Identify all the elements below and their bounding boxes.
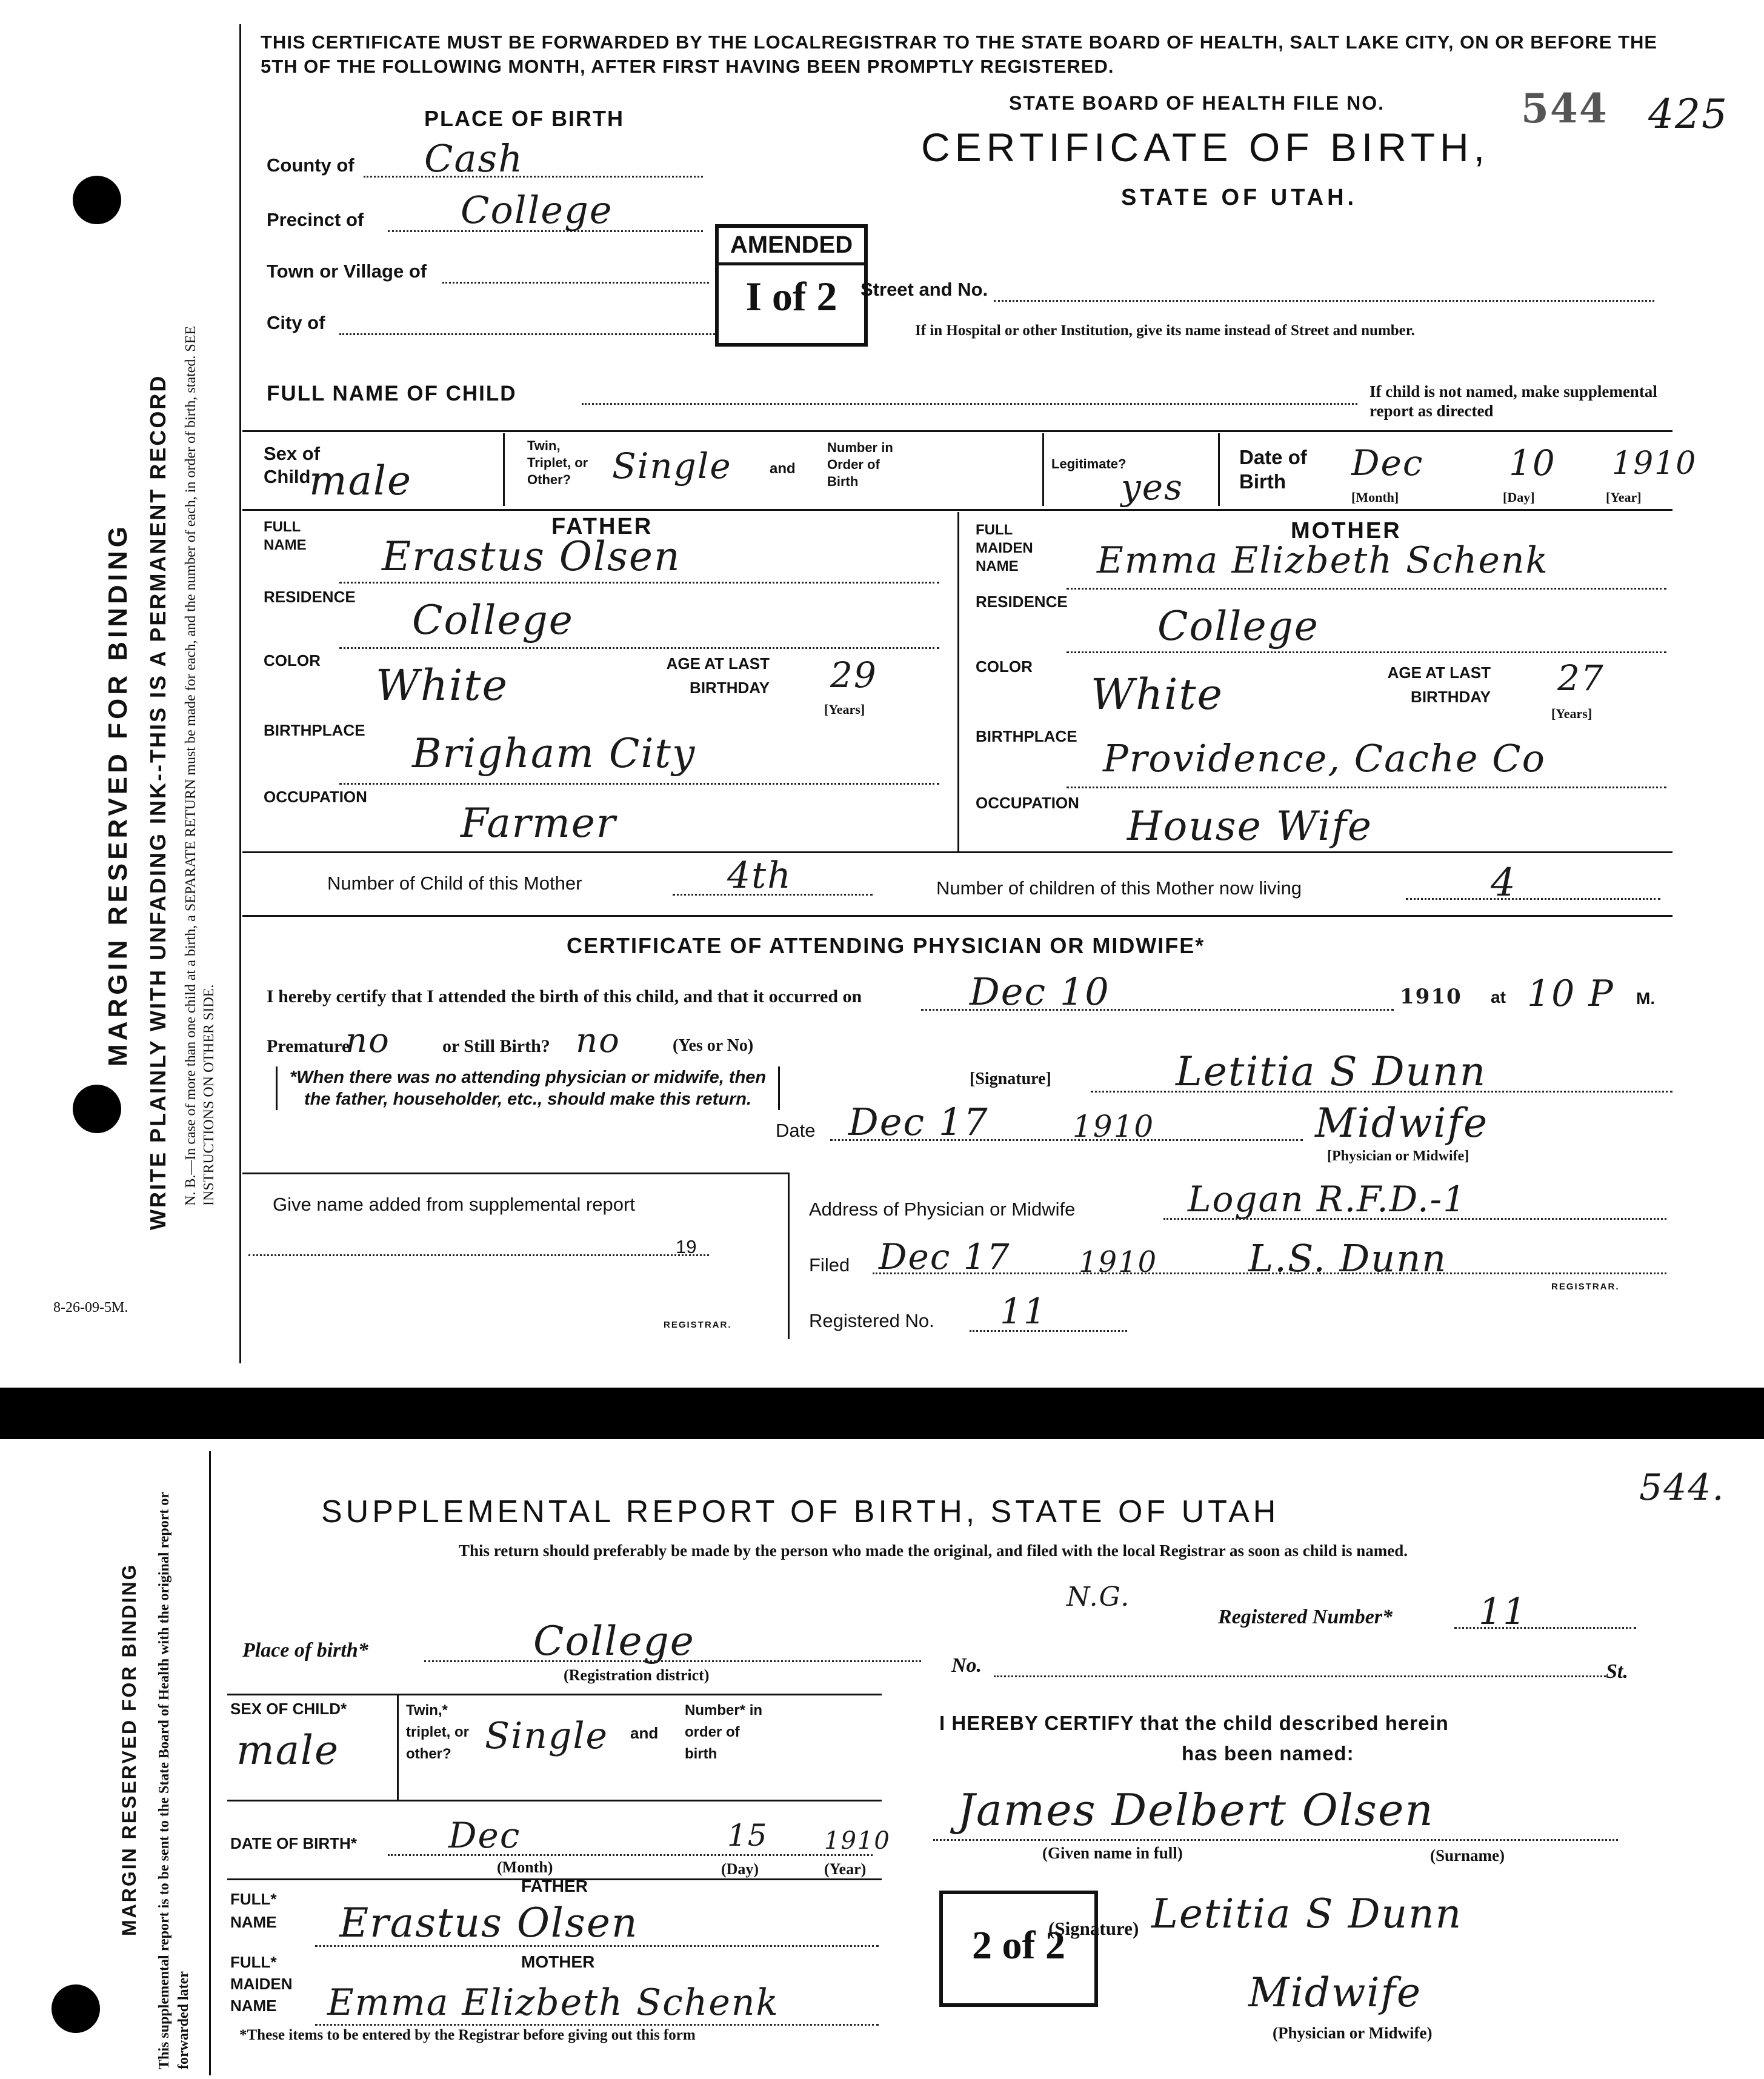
legit-value: yes — [1121, 467, 1183, 508]
mother-color-label: COLOR — [976, 657, 1033, 676]
date-of-birth-day: 15 — [727, 1818, 768, 1853]
corner-number: 425 — [1648, 91, 1728, 138]
at-label: at — [1491, 988, 1506, 1006]
father-birthplace-label: BIRTHPLACE — [264, 721, 365, 739]
binding-hole-bottom — [73, 1085, 121, 1133]
midwife-note: *When there was no attending physician or midwife, then the father, householder, etc., should make this return. — [276, 1066, 780, 1110]
filed-value: Dec 17 — [879, 1236, 1011, 1277]
city-label: City of — [267, 312, 325, 333]
margin-divider — [239, 24, 241, 1363]
physician-or-midwife-label: [Physician or Midwife] — [1327, 1148, 1469, 1164]
father-occupation-label: OCCUPATION — [264, 788, 367, 806]
registration-district-label: (Registration district) — [564, 1666, 710, 1684]
sex-of-child-label: SEX OF CHILD* — [230, 1700, 347, 1718]
living-label: Number of children of this Mother now living — [936, 877, 1302, 899]
physician-heading: CERTIFICATE OF ATTENDING PHYSICIAN OR MIDWIFE* — [567, 933, 1205, 958]
mother-name: Emma Elizbeth Schenk — [1097, 539, 1549, 582]
registered-number-label: Registered Number* — [1218, 1606, 1393, 1628]
yes-no-label: (Yes or No) — [673, 1036, 754, 1055]
mother-heading: MOTHER — [521, 1952, 595, 1971]
mother-occupation: House Wife — [1127, 803, 1373, 850]
twin-and-label: and — [630, 1724, 659, 1742]
registrar-label: REGISTRAR. — [1551, 1282, 1620, 1292]
supplemental-margin-note: This supplemental report is to be sent to the State Board of Health with the original report or forwarded later — [156, 1492, 191, 2069]
amended-stamp — [715, 224, 868, 347]
part-stamp — [939, 1891, 1098, 2007]
date-of-birth-label: DATE OF BIRTH* — [230, 1834, 357, 1852]
binding-hole-top — [73, 176, 121, 224]
filed-year: 1910 — [1079, 1245, 1158, 1279]
certificate-title: CERTIFICATE OF BIRTH, — [921, 125, 1490, 170]
father-name-label: FULL NAME — [264, 519, 307, 553]
dob-day-label: (Day) — [721, 1860, 759, 1878]
supplemental-report-sheet — [0, 1439, 1764, 2079]
file-no-value: 544 — [1521, 85, 1608, 132]
supplemental-number: 544. — [1639, 1466, 1725, 1509]
dob-day-label: [Day] — [1503, 490, 1535, 505]
place-of-birth-label: Place of birth* — [242, 1639, 368, 1662]
premature-value: no — [345, 1021, 390, 1060]
mother-residence: College — [1157, 603, 1319, 650]
supplemental-title: SUPPLEMENTAL REPORT OF BIRTH, STATE OF UTAH — [321, 1494, 1280, 1529]
father-years-label: [Years] — [824, 702, 865, 717]
registered-number-value: 11 — [1479, 1591, 1528, 1633]
sex-label: Sex of Child — [264, 443, 321, 487]
form-code: 8-26-09-5M. — [53, 1300, 128, 1316]
margin-binding-label: MARGIN RESERVED FOR BINDING — [103, 522, 133, 1066]
amended-part: I of 2 — [745, 273, 837, 319]
title-value: Midwife — [1248, 1969, 1422, 2016]
date-of-birth-month: Dec — [448, 1815, 521, 1856]
signature-value: Letitia S Dunn — [1151, 1891, 1463, 1937]
precinct-value: College — [461, 188, 613, 232]
twin-value: Single — [612, 445, 732, 487]
title-value: Midwife — [1315, 1100, 1489, 1146]
father-name: Erastus Olsen — [382, 533, 681, 580]
st-label: St. — [1606, 1660, 1628, 1683]
certify-line-1: I HEREBY CERTIFY that the child described herein — [939, 1712, 1449, 1734]
date-year: 1910 — [1073, 1109, 1155, 1144]
physician-or-midwife-label: (Physician or Midwife) — [1273, 2024, 1433, 2042]
mother-value: Emma Elizbeth Schenk — [327, 1981, 779, 2024]
father-occupation: Farmer — [461, 800, 617, 847]
dob-year-label: (Year) — [824, 1860, 867, 1878]
still-label: or Still Birth? — [442, 1036, 550, 1056]
father-residence: College — [412, 597, 574, 644]
margin-ink-label: WRITE PLAINLY WITH UNFADING INK--THIS IS A PERMANENT RECORD — [145, 374, 170, 1230]
street-label: Street and No. — [860, 279, 988, 300]
registered-no-label: Registered No. — [809, 1310, 934, 1331]
date-label: Date — [776, 1120, 816, 1141]
county-value: Cash — [424, 136, 524, 181]
father-color-label: COLOR — [264, 651, 321, 670]
town-label: Town or Village of — [267, 261, 427, 282]
supplemental-margin-label: MARGIN RESERVED FOR BINDING — [118, 1563, 140, 1936]
county-label: County of — [267, 155, 354, 176]
father-birthplace: Brigham City — [412, 730, 696, 777]
still-value: no — [576, 1021, 621, 1060]
certify-year: 1910 — [1400, 985, 1462, 1009]
mother-heading: MOTHER — [1291, 518, 1402, 544]
precinct-label: Precinct of — [267, 209, 364, 230]
binding-hole-supplemental — [52, 1984, 100, 2033]
m-label: M. — [1636, 989, 1656, 1008]
place-of-birth-heading: PLACE OF BIRTH — [424, 106, 624, 131]
signature-label: [Signature] — [970, 1069, 1051, 1088]
twin-value: Single — [485, 1715, 609, 1757]
certify-time: 10 P — [1527, 973, 1614, 1015]
mother-years-label: [Years] — [1551, 706, 1593, 721]
full-name-label: FULL NAME OF CHILD — [267, 382, 517, 405]
place-of-birth-value: College — [533, 1618, 695, 1665]
dob-month-label: [Month] — [1351, 490, 1399, 505]
father-heading: FATHER — [521, 1877, 588, 1895]
mother-age: 27 — [1557, 657, 1605, 699]
given-name-label: (Given name in full) — [1042, 1844, 1183, 1862]
legit-label: Legitimate? — [1051, 456, 1127, 471]
mother-name-label: FULL MAIDEN NAME — [976, 522, 1033, 574]
supplemental-box-label: Give name added from supplemental report — [273, 1194, 635, 1215]
mother-label: FULL* MAIDEN NAME — [230, 1953, 293, 2015]
filed-label: Filed — [809, 1254, 850, 1276]
mother-residence-label: RESIDENCE — [976, 593, 1068, 611]
father-age: 29 — [830, 654, 877, 696]
living-value: 4 — [1491, 860, 1517, 905]
supplemental-year: 19 — [676, 1236, 697, 1257]
father-color: White — [376, 660, 508, 710]
father-heading: FATHER — [551, 514, 653, 539]
mother-occupation-label: OCCUPATION — [976, 794, 1079, 812]
amended-label: AMENDED — [719, 228, 864, 265]
and-label: and — [770, 461, 796, 477]
child-number: 4th — [727, 854, 792, 897]
mother-age-label: AGE AT LAST BIRTHDAY — [1387, 664, 1491, 706]
surname-label: (Surname) — [1430, 1846, 1505, 1864]
signature-label: (Signature) — [1048, 1918, 1139, 1939]
dob-label: Date of Birth — [1239, 446, 1307, 493]
registrar-signature: L.S. Dunn — [1248, 1236, 1448, 1280]
certify-line-2: has been named: — [1182, 1742, 1354, 1765]
margin-nb-note: N. B.—In case of more than one child at a birth, a SEPARATE RETURN must be made for each, and the number of each, in order of birth, stated. SEE INSTRUCTIONS ON OTHER SIDE. — [183, 325, 217, 1206]
father-value: Erastus Olsen — [339, 1900, 639, 1946]
part-stamp-label: 2 of 2 — [972, 1923, 1065, 1968]
dob-year-label: [Year] — [1606, 490, 1642, 505]
hospital-note: If in Hospital or other Institution, give its name instead of Street and number. — [915, 322, 1415, 339]
certify-text: I hereby certify that I attended the birth of this child, and that it occurred on — [267, 986, 862, 1006]
father-age-label: AGE AT LAST BIRTHDAY — [666, 654, 770, 697]
mother-birthplace: Providence, Cache Co — [1103, 736, 1546, 780]
father-residence-label: RESIDENCE — [264, 588, 356, 606]
signature-value: Letitia S Dunn — [1176, 1048, 1487, 1095]
ng-mark: N.G. — [1067, 1582, 1131, 1612]
mother-birthplace-label: BIRTHPLACE — [976, 727, 1077, 745]
address-value: Logan R.F.D.-1 — [1188, 1179, 1467, 1220]
certify-date: Dec 10 — [970, 970, 1110, 1014]
premature-label: Premature — [267, 1036, 350, 1056]
footnote: *These items to be entered by the Registrar before giving out this form — [239, 2027, 696, 2043]
dob-day: 10 — [1509, 442, 1556, 484]
address-label: Address of Physician or Midwife — [809, 1199, 1076, 1220]
child-given-name: James Delbert Olsen — [957, 1785, 1434, 1835]
box-registrar-label: REGISTRAR. — [664, 1320, 732, 1330]
sex-of-child-value: male — [236, 1727, 340, 1774]
registered-no-value: 11 — [1000, 1291, 1047, 1332]
mother-color: White — [1091, 670, 1223, 719]
state-label: STATE OF UTAH. — [1121, 185, 1358, 210]
twin-label: Twin, Triplet, or Other? — [527, 438, 588, 487]
father-label: FULL* NAME — [230, 1890, 277, 1931]
twin-label: Twin,* triplet, or other? — [406, 1702, 470, 1762]
order-of-birth-label: Number* in order of birth — [685, 1702, 763, 1762]
forwarding-instructions: THIS CERTIFICATE MUST BE FORWARDED BY THE LOCALREGISTRAR TO THE STATE BOARD OF HEALTH, SALT LAKE CITY, ON OR BEFORE THE 5TH OF THE FOLLOWING MONTH, AFTER FIRST HAVING BEEN PROMPTLY REGISTERED. — [261, 32, 1658, 77]
dob-year: 1910 — [1612, 445, 1697, 482]
no-label: No. — [951, 1654, 982, 1677]
child-number-label: Number of Child of this Mother — [327, 873, 582, 894]
sex-value: male — [309, 457, 413, 504]
not-named-note: If child is not named, make supplemental report as directed — [1370, 382, 1657, 420]
dob-month: Dec — [1351, 442, 1424, 484]
file-no-label: STATE BOARD OF HEALTH FILE NO. — [1009, 92, 1385, 114]
order-label: Number in Order of Birth — [827, 440, 893, 489]
supplemental-subtitle: This return should preferably be made by the person who made the original, and filed with the local Registrar as soon as child is named. — [458, 1542, 1408, 1560]
date-of-birth-year: 1910 — [824, 1827, 891, 1855]
dob-month-label: (Month) — [497, 1858, 553, 1876]
date-value: Dec 17 — [848, 1100, 989, 1144]
